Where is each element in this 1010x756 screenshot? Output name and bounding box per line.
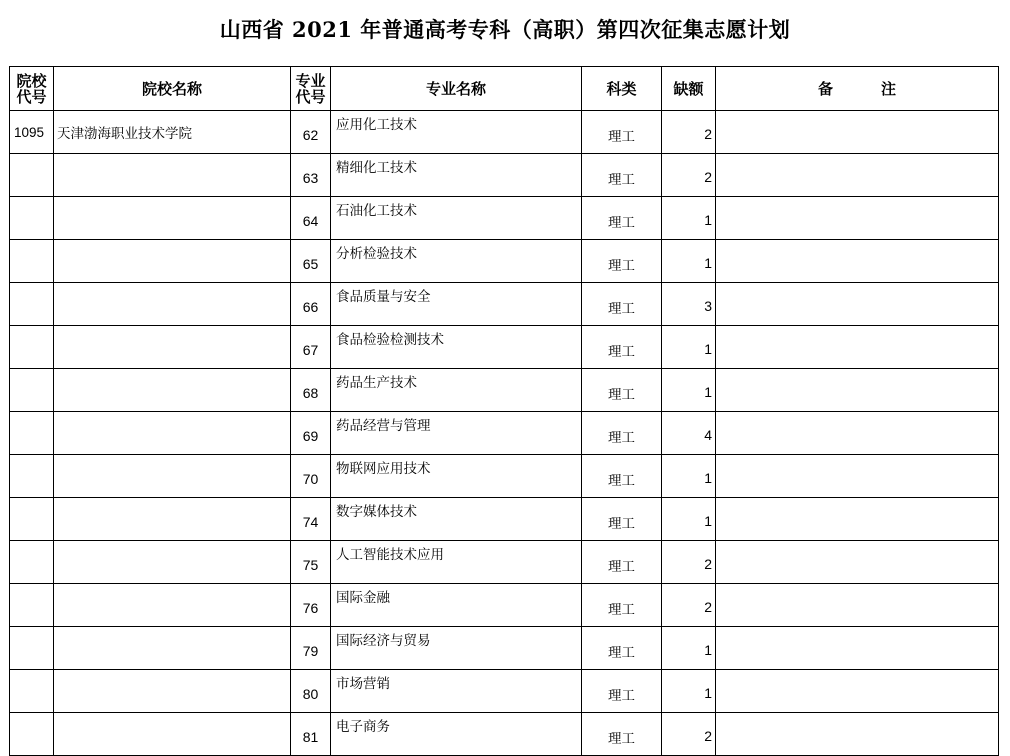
remark-cell [716, 541, 999, 584]
school-name-cell [54, 541, 291, 584]
table-row [10, 240, 999, 283]
subject-cell: 理工 [582, 627, 662, 670]
table-row [10, 455, 999, 498]
school-name-cell [54, 713, 291, 756]
quota-cell: 2 [662, 584, 716, 627]
subject-cell: 理工 [582, 713, 662, 756]
table-row [10, 283, 999, 326]
header-major-name: 专业名称 [331, 67, 582, 111]
header-subject: 科类 [582, 67, 662, 111]
major-code-cell: 74 [291, 498, 331, 541]
subject-cell: 理工 [582, 541, 662, 584]
header-remark [716, 67, 999, 111]
school-name-cell [54, 584, 291, 627]
school-code-cell [10, 627, 54, 670]
major-code-cell: 68 [291, 369, 331, 412]
quota-cell: 2 [662, 713, 716, 756]
table-row [10, 584, 999, 627]
quota-cell: 1 [662, 240, 716, 283]
table-row [10, 670, 999, 713]
table-row [10, 541, 999, 584]
remark-cell [716, 326, 999, 369]
quota-cell: 1 [662, 455, 716, 498]
quota-cell: 1 [662, 369, 716, 412]
table-row [10, 713, 999, 756]
quota-cell: 1 [662, 326, 716, 369]
table-row [10, 111, 999, 154]
remark-cell [716, 584, 999, 627]
quota-cell: 2 [662, 154, 716, 197]
school-code-cell [10, 584, 54, 627]
table-row [10, 369, 999, 412]
major-name-cell: 市场营销 [331, 670, 582, 713]
subject-cell: 理工 [582, 154, 662, 197]
quota-cell: 1 [662, 670, 716, 713]
table-row [10, 326, 999, 369]
school-code-cell [10, 541, 54, 584]
subject-cell: 理工 [582, 326, 662, 369]
school-code-cell [10, 412, 54, 455]
table-row [10, 627, 999, 670]
major-name-cell: 应用化工技术 [331, 111, 582, 154]
header-school-name: 院校名称 [54, 67, 291, 111]
major-code-cell: 69 [291, 412, 331, 455]
major-code-cell: 76 [291, 584, 331, 627]
major-name-cell: 物联网应用技术 [331, 455, 582, 498]
school-name-cell [54, 455, 291, 498]
header-remark-char-1: 备 [817, 80, 833, 98]
subject-cell: 理工 [582, 111, 662, 154]
table-body [10, 111, 999, 756]
remark-cell [716, 455, 999, 498]
subject-cell: 理工 [582, 240, 662, 283]
quota-cell: 2 [662, 541, 716, 584]
table-row [10, 197, 999, 240]
subject-cell: 理工 [582, 197, 662, 240]
major-name-cell: 分析检验技术 [331, 240, 582, 283]
major-name-cell: 数字媒体技术 [331, 498, 582, 541]
subject-cell: 理工 [582, 498, 662, 541]
quota-cell: 3 [662, 283, 716, 326]
major-name-cell: 药品经营与管理 [331, 412, 582, 455]
school-name-cell [54, 412, 291, 455]
major-name-cell: 电子商务 [331, 713, 582, 756]
major-code-cell: 70 [291, 455, 331, 498]
subject-cell: 理工 [582, 455, 662, 498]
header-major-code: 专业代号 [291, 67, 331, 111]
remark-cell [716, 283, 999, 326]
school-name-cell [54, 240, 291, 283]
school-name-cell [54, 627, 291, 670]
school-name-cell [54, 670, 291, 713]
school-code-cell [10, 369, 54, 412]
quota-cell: 4 [662, 412, 716, 455]
major-name-cell: 食品质量与安全 [331, 283, 582, 326]
school-name-cell [54, 498, 291, 541]
remark-cell [716, 627, 999, 670]
subject-cell: 理工 [582, 412, 662, 455]
header-school-code: 院校代号 [10, 67, 54, 111]
school-code-cell [10, 455, 54, 498]
school-name-cell [54, 283, 291, 326]
quota-cell: 1 [662, 498, 716, 541]
school-name-cell: 天津渤海职业技术学院 [54, 111, 291, 154]
school-code-cell [10, 670, 54, 713]
major-code-cell: 62 [291, 111, 331, 154]
school-name-cell [54, 326, 291, 369]
major-name-cell: 药品生产技术 [331, 369, 582, 412]
remark-cell [716, 412, 999, 455]
header-row [10, 67, 999, 111]
subject-cell: 理工 [582, 283, 662, 326]
major-code-cell: 79 [291, 627, 331, 670]
remark-cell [716, 240, 999, 283]
subject-cell: 理工 [582, 670, 662, 713]
remark-cell [716, 713, 999, 756]
remark-cell [716, 197, 999, 240]
remark-cell [716, 154, 999, 197]
major-code-cell: 65 [291, 240, 331, 283]
quota-cell: 1 [662, 627, 716, 670]
school-code-cell [10, 154, 54, 197]
quota-cell: 1 [662, 197, 716, 240]
header-remark-char-2: 注 [881, 80, 897, 98]
school-code-cell [10, 498, 54, 541]
school-code-cell [10, 713, 54, 756]
table-row [10, 498, 999, 541]
plan-table [9, 66, 999, 756]
school-code-cell [10, 326, 54, 369]
major-name-cell: 石油化工技术 [331, 197, 582, 240]
major-code-cell: 80 [291, 670, 331, 713]
major-code-cell: 63 [291, 154, 331, 197]
remark-cell [716, 111, 999, 154]
school-name-cell [54, 197, 291, 240]
major-name-cell: 国际金融 [331, 584, 582, 627]
major-name-cell: 精细化工技术 [331, 154, 582, 197]
quota-cell: 2 [662, 111, 716, 154]
major-name-cell: 食品检验检测技术 [331, 326, 582, 369]
subject-cell: 理工 [582, 584, 662, 627]
school-code-cell: 1095 [10, 111, 54, 154]
remark-cell [716, 498, 999, 541]
major-name-cell: 人工智能技术应用 [331, 541, 582, 584]
page-title: 山西省 2021 年普通高考专科（高职）第四次征集志愿计划 [219, 17, 791, 42]
header-quota: 缺额 [662, 67, 716, 111]
major-code-cell: 66 [291, 283, 331, 326]
major-code-cell: 75 [291, 541, 331, 584]
major-name-cell: 国际经济与贸易 [331, 627, 582, 670]
school-name-cell [54, 369, 291, 412]
school-code-cell [10, 283, 54, 326]
table-row [10, 154, 999, 197]
major-code-cell: 67 [291, 326, 331, 369]
school-code-cell [10, 197, 54, 240]
remark-cell [716, 670, 999, 713]
school-name-cell [54, 154, 291, 197]
remark-cell [716, 369, 999, 412]
major-code-cell: 81 [291, 713, 331, 756]
school-code-cell [10, 240, 54, 283]
major-code-cell: 64 [291, 197, 331, 240]
subject-cell: 理工 [582, 369, 662, 412]
table-row [10, 412, 999, 455]
